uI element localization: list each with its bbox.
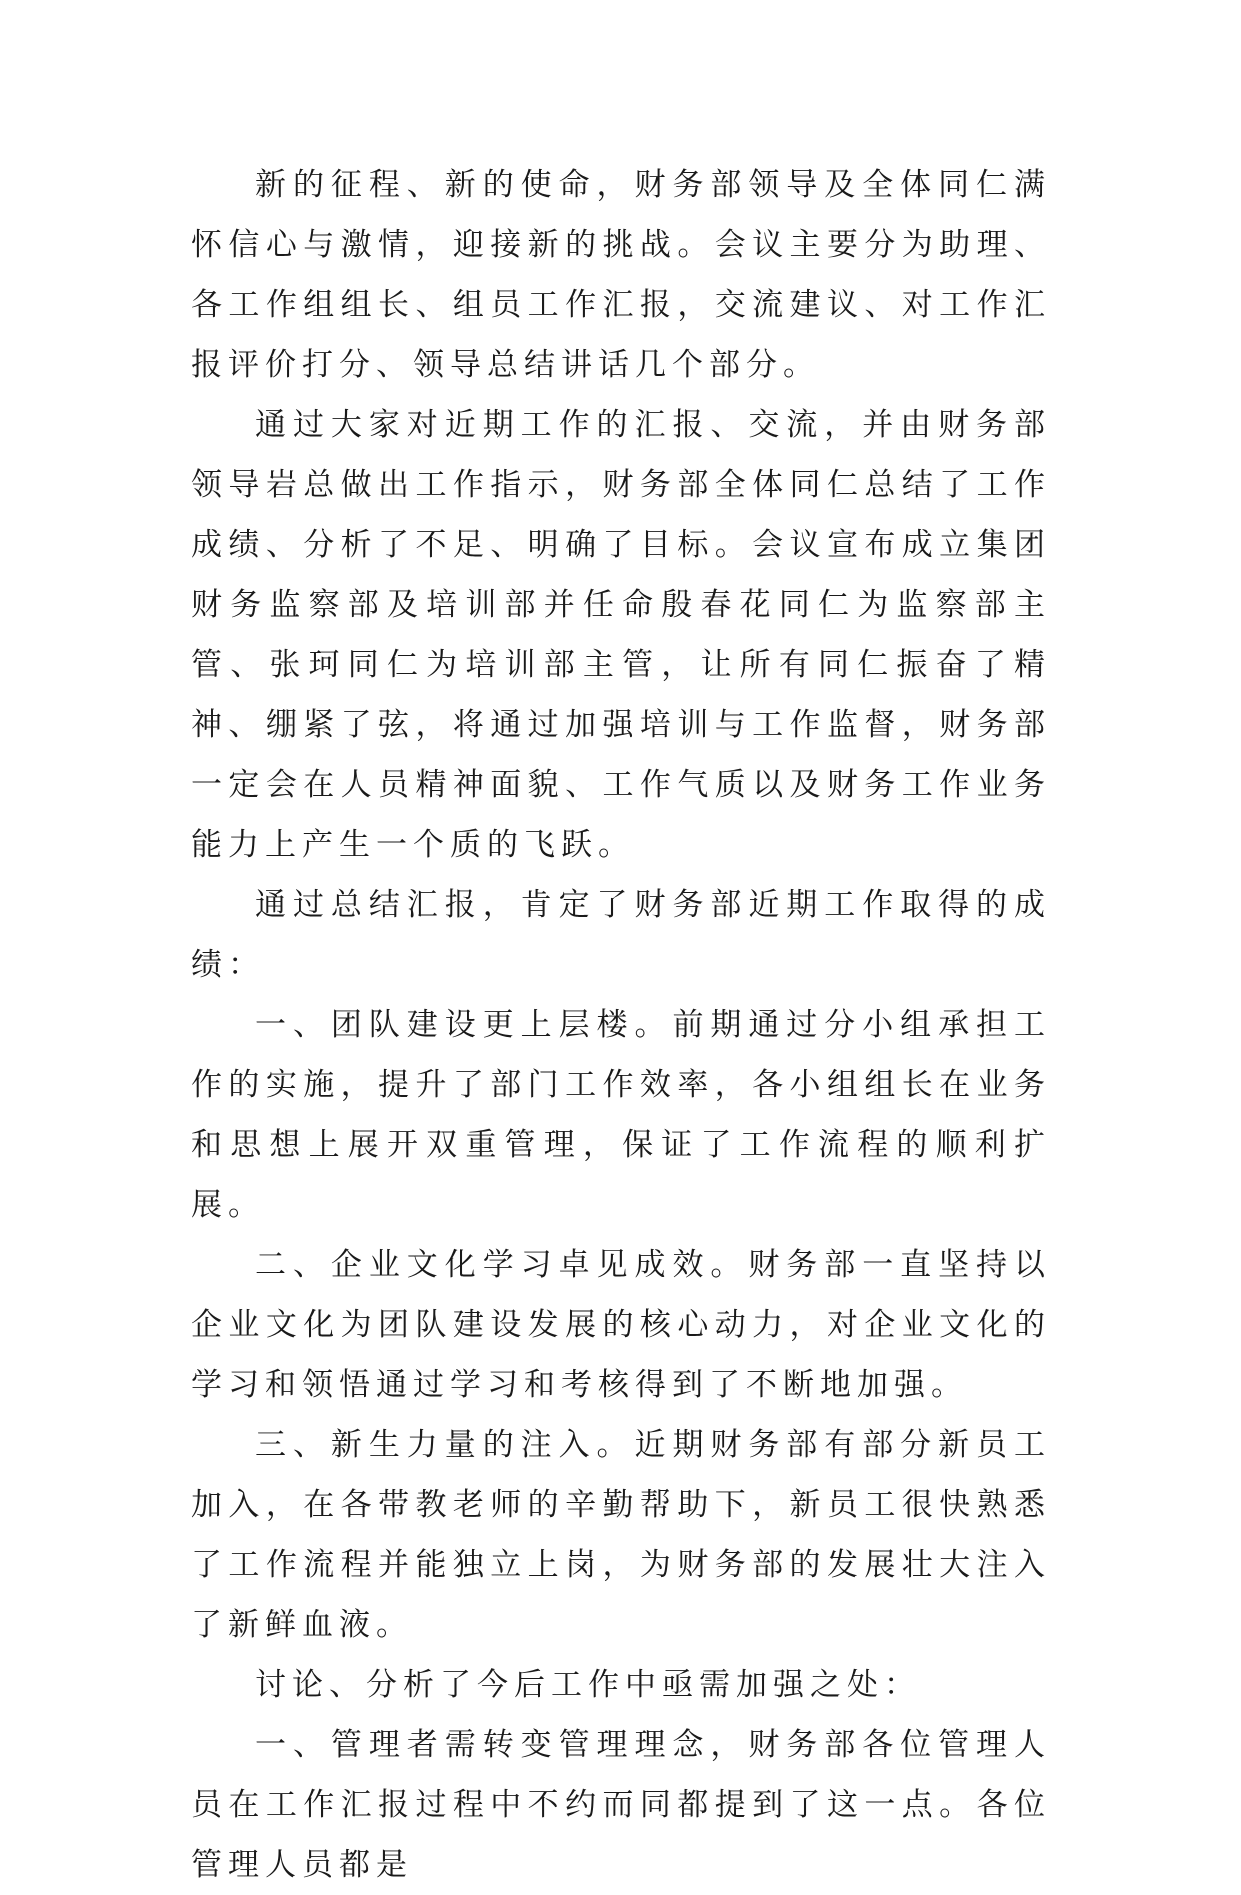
paragraph: 讨论、分析了今后工作中亟需加强之处： (255, 1667, 921, 1703)
paragraph: 一、管理者需转变管理理念，财务部各位管理人员在工作汇报过程中不约而同都提到了这一点。各位管理人员都是 (191, 1727, 1051, 1883)
paragraph: 通过大家对近期工作的汇报、交流，并由财务部领导岩总做出工作指示，财务部全体同仁总结了工作成绩、分析了不足、明确了目标。会议宣布成立集团财务监察部及培训部并任命殷春花同仁为监察部主管、张珂同仁为培训部主管，让所有同仁振奋了精神、绷紧了弦，将通过加强培训与工作监督，财务部一定会在人员精神面貌、工作气质以及财务工作业务能力上产生一个质的飞跃。 (191, 407, 1051, 863)
paragraph: 二、企业文化学习卓见成效。财务部一直坚持以企业文化为团队建设发展的核心动力，对企业文化的学习和领悟通过学习和考核得到了不断地加强。 (191, 1247, 1051, 1403)
paragraph: 一、团队建设更上层楼。前期通过分小组承担工作的实施，提升了部门工作效率，各小组组长在业务和思想上展开双重管理，保证了工作流程的顺利扩展。 (191, 1007, 1051, 1223)
paragraph: 新的征程、新的使命，财务部领导及全体同仁满怀信心与激情，迎接新的挑战。会议主要分为助理、各工作组组长、组员工作汇报，交流建议、对工作汇报评价打分、领导总结讲话几个部分。 (191, 167, 1051, 383)
document-body (191, 155, 1051, 1895)
paragraph: 三、新生力量的注入。近期财务部有部分新员工加入，在各带教老师的辛勤帮助下，新员工很快熟悉了工作流程并能独立上岗，为财务部的发展壮大注入了新鲜血液。 (191, 1427, 1051, 1643)
paragraph: 通过总结汇报，肯定了财务部近期工作取得的成绩： (191, 887, 1051, 983)
